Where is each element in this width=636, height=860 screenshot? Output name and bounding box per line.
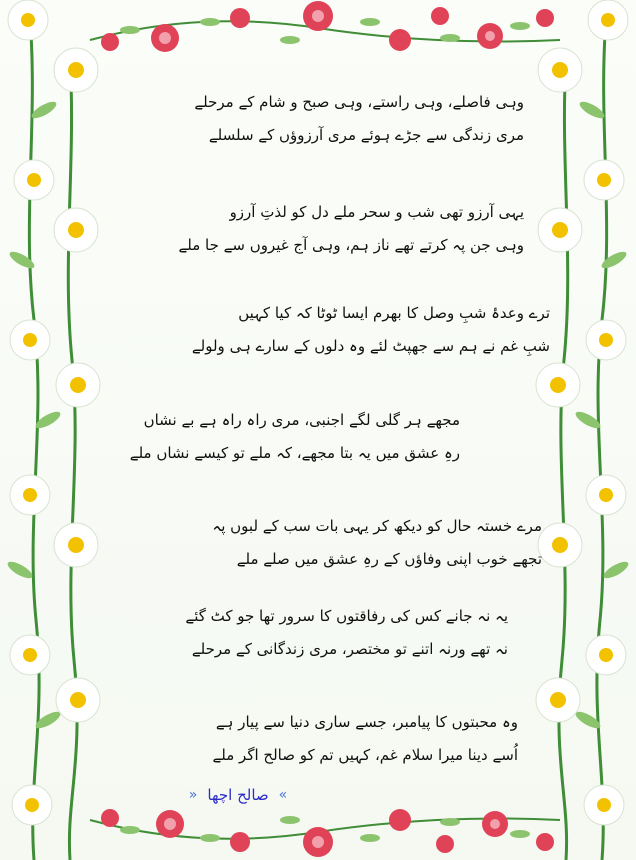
stanza-line: رہِ عشق میں یہ بتا مجھے، کہ ملے تو کیسے نشاں ملے — [129, 444, 460, 462]
daisy-garland-left-icon — [0, 0, 110, 860]
signature-name: صالح اچھا — [207, 786, 269, 804]
left-daisy-border — [0, 0, 110, 860]
stanza-line: مرے خستہ حال کو دیکھ کر یہی بات سب کے لبوں پہ — [212, 517, 542, 535]
ornament-left-icon: « — [188, 787, 198, 803]
stanza-line: نہ تھے ورنہ اتنے تو مختصر، مری زندگانی کے مرحلے — [191, 640, 508, 658]
stanza-line: یہی آرزو تھی شب و سحر ملے دل کو لذتِ آرزو — [229, 203, 524, 221]
stanza-7 — [213, 706, 519, 772]
rose-garland-top-icon — [0, 0, 636, 70]
stanza-6 — [185, 600, 508, 666]
stanza-line: وہ محبتوں کا پیامبر، جسے ساری دنیا سے پیار ہے — [215, 713, 518, 731]
stanza-line: مجھے ہر گلی لگے اجنبی، مری راہ راہ ہے بے نشاں — [143, 411, 460, 429]
stanza-line: ترے وعدۂ شبِ وصل کا بھرم ایسا ٹوٹا کہ کیا کہیں — [238, 304, 550, 322]
daisy-garland-right-icon — [526, 0, 636, 860]
stanza-2 — [178, 196, 524, 262]
right-daisy-border — [526, 0, 636, 860]
ornament-right-icon: » — [278, 787, 288, 803]
stanza-4 — [130, 404, 460, 470]
rose-garland-bottom-icon — [0, 790, 636, 860]
stanza-line: وہی فاصلے، وہی راستے، وہی صبح و شام کے مرحلے — [194, 93, 524, 111]
stanza-1 — [194, 86, 524, 152]
stanza-line: یہ نہ جانے کس کی رفاقتوں کا سرور تھا جو کٹ گئے — [185, 607, 508, 625]
stanza-line: تجھے خوب اپنی وفاؤں کے رہِ عشق میں صلے ملے — [236, 550, 542, 568]
poet-signature — [178, 783, 298, 807]
stanza-5 — [212, 510, 542, 576]
top-rose-garland — [0, 0, 636, 70]
stanza-line: شبِ غم نے ہم سے جھپٹ لئے وہ دلوں کے سارے ہی ولولے — [191, 337, 550, 355]
stanza-line: اُسے دینا میرا سلام غم، کہیں تم کو صالح اگر ملے — [212, 746, 518, 764]
bottom-rose-garland — [0, 790, 636, 860]
stanza-3 — [192, 297, 550, 363]
stanza-line: وہی جن پہ کرتے تھے ناز ہم، وہی آج غیروں سے جا ملے — [178, 236, 524, 254]
stanza-line: مری زندگی سے جڑے ہوئے مری آرزوؤں کے سلسلے — [208, 126, 524, 144]
